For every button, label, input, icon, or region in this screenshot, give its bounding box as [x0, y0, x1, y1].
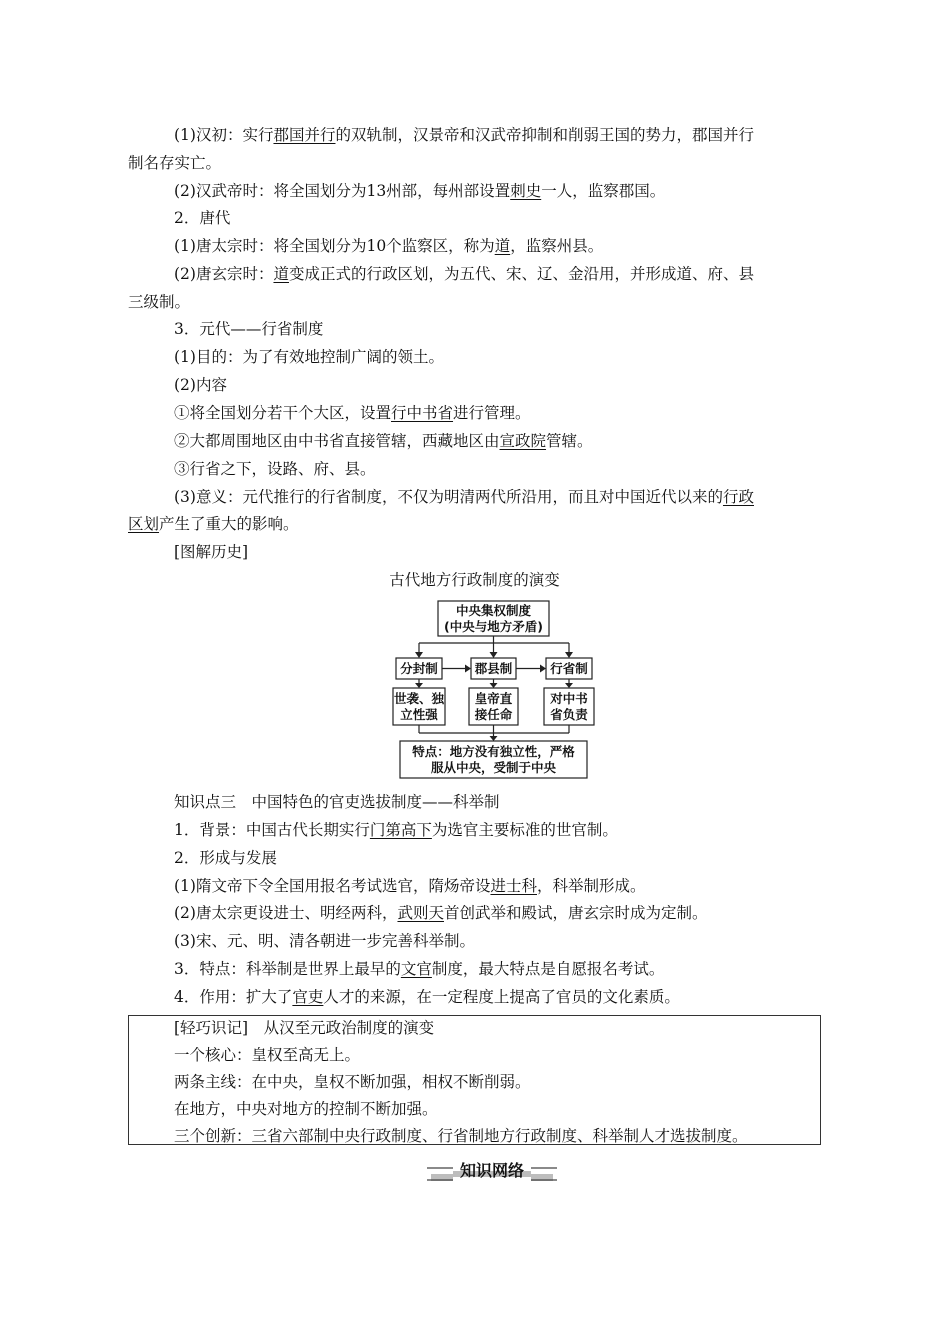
- term-mendi-gaoxia: 门第高下: [369, 821, 432, 839]
- heading-yuan: 3．元代——行省制度: [174, 320, 324, 338]
- banner-title: 知识网络: [459, 1161, 524, 1180]
- para-han-early: (1)汉初：实行郡国并行的双轨制，汉景帝和汉武帝抑制和削弱王国的势力，郡国并行: [174, 126, 754, 144]
- diagram-title: 古代地方行政制度的演变: [389, 571, 560, 589]
- term-wuzetian: 武则天: [397, 904, 444, 922]
- svg-text:立性强: 立性强: [400, 707, 438, 722]
- para-tang-xuanzong: (2)唐玄宗时：道变成正式的行政区划，为五代、宋、辽、金沿用，并形成道、府、县: [174, 265, 754, 283]
- para-yuan-content: (2)内容: [174, 376, 227, 394]
- term-jinshike: 进士科: [490, 877, 537, 895]
- para-tang-taizong: (1)唐太宗时：将全国划分为10个监察区，称为道，监察州县。: [174, 237, 604, 255]
- svg-text:分封制: 分封制: [400, 661, 438, 676]
- para-yuan-item3: ③行省之下，设路、府、县。: [174, 460, 376, 478]
- term-dao-2: 道: [273, 265, 289, 283]
- para-keju-sui: (1)隋文帝下令全国用报名考试选官，隋炀帝设进士科，科举制形成。: [174, 877, 646, 895]
- memo-row-innovations: 三个创新：三省六部制中央行政制度、行省制地方行政制度、科举制人才选拔制度。: [174, 1127, 748, 1145]
- para-keju-later: (3)宋、元、明、清各朝进一步完善科举制。: [174, 932, 475, 950]
- para-yuan-significance-cont: 区划产生了重大的影响。: [128, 515, 299, 533]
- heading-knowledge-point-3: 知识点三 中国特色的官吏选拔制度——科举制: [174, 793, 500, 811]
- term-quhua: 区划: [128, 515, 160, 533]
- para-yuan-item2: ②大都周围地区由中书省直接管辖，西藏地区由宣政院管辖。: [174, 432, 593, 450]
- para-keju-feature: 3．特点：科举制是世界上最早的文官制度，最大特点是自愿报名考试。: [174, 960, 665, 978]
- svg-text:世袭、独: 世袭、独: [393, 691, 445, 706]
- svg-text:对中书: 对中书: [550, 691, 588, 706]
- svg-text:皇帝直: 皇帝直: [474, 691, 513, 706]
- diagram-top-line1: 中央集权制度: [455, 603, 532, 618]
- para-keju-background: 1．背景：中国古代长期实行门第高下为选官主要标准的世官制。: [174, 821, 618, 839]
- svg-text:接任命: 接任命: [474, 707, 513, 722]
- admin-evolution-diagram: [385, 595, 605, 785]
- svg-text:特点：地方没有独立性，严格: 特点：地方没有独立性，严格: [412, 744, 575, 759]
- svg-text:行省制: 行省制: [550, 661, 588, 676]
- svg-text:郡县制: 郡县制: [474, 661, 513, 676]
- section-banner-knowledge-network: [427, 1160, 557, 1184]
- term-junguo-binxing: 郡国并行: [273, 126, 336, 144]
- term-wenguan: 文官: [400, 960, 432, 978]
- term-xingzhongshusheng: 行中书省: [391, 404, 454, 422]
- para-han-early-cont: 制名存实亡。: [128, 154, 222, 172]
- para-keju-effect: 4．作用：扩大了官吏人才的来源，在一定程度上提高了官员的文化素质。: [174, 988, 680, 1006]
- para-tang-xuanzong-cont: 三级制。: [128, 293, 191, 311]
- para-han-wudi: (2)汉武帝时：将全国划分为13州部，每州部设置刺史一人，监察郡国。: [174, 182, 666, 200]
- para-yuan-item1: ①将全国划分若干个大区，设置行中书省进行管理。: [174, 404, 531, 422]
- diagram-top-line2: (中央与地方矛盾): [444, 619, 543, 634]
- svg-text:省负责: 省负责: [550, 707, 588, 722]
- term-xuanzhengyuan: 宣政院: [499, 432, 547, 450]
- heading-keju-development: 2．形成与发展: [174, 849, 277, 867]
- heading-tang: 2．唐代: [174, 209, 231, 227]
- term-guanli: 官吏: [292, 988, 324, 1006]
- label-tujie-lishi: [图解历史]: [174, 543, 249, 561]
- para-yuan-significance: (3)意义：元代推行的行省制度，不仅为明清两代所沿用，而且对中国近代以来的行政: [174, 488, 754, 506]
- term-cishi: 刺史: [510, 182, 542, 200]
- memo-row-mainlines: 两条主线：在中央，皇权不断加强，相权不断削弱。: [174, 1073, 531, 1091]
- term-dao: 道: [494, 237, 511, 255]
- memo-row-core: 一个核心：皇权至高无上。: [174, 1046, 361, 1064]
- memo-row-local: 在地方，中央对地方的控制不断加强。: [174, 1100, 438, 1118]
- svg-text:服从中央，受制于中央: 服从中央，受制于中央: [430, 760, 557, 775]
- para-yuan-purpose: (1)目的：为了有效地控制广阔的领土。: [174, 348, 444, 366]
- term-xingzheng: 行政: [722, 488, 754, 506]
- memo-title: [轻巧识记] 从汉至元政治制度的演变: [174, 1019, 435, 1037]
- para-keju-tang: (2)唐太宗更设进士、明经两科，武则天首创武举和殿试，唐玄宗时成为定制。: [174, 904, 708, 922]
